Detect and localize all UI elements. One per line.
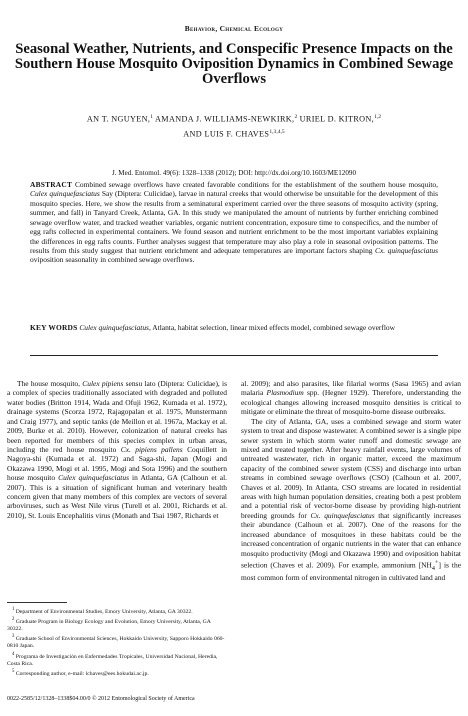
body-column-left: [7, 379, 227, 520]
species-name: Culex quinquefasciatus,: [79, 323, 151, 332]
body-text: sensu lato (Diptera: Culicidae), is a complex of species traditionally associated with degraded and polluted water bodies (Britton 1914, Wada and Ofuji 1962, Kumada et al. 1972), drainage systems (Scorza 1972, Rajagopalan et al. 1975, Munstermann and Craig 1977), and septic tanks (de Meillon et al. 1967a, Mackay et al. 2009, Burke et al. 2010). However, colonization of natural creeks has been reported for members of this species complex in urban areas, including the red house mosquito: [7, 379, 228, 454]
body-paragraph: [7, 379, 227, 520]
author-affiliation: 1,2: [374, 114, 382, 120]
author-affiliation: 1,3,4,5: [269, 129, 285, 136]
footnote-text: Graduate School of Environmental Sciences, Hokkaido University, Sapporo Hokkaido 060-0810 Japan.: [7, 636, 225, 650]
species-name: Culex quinquefasciatus: [58, 473, 129, 483]
footnote-rule: [7, 602, 67, 603]
footnote-number: 4: [12, 651, 15, 657]
author-affiliation: 1: [150, 114, 154, 120]
footnote: [7, 651, 227, 668]
chem-subscript: 4: [431, 564, 436, 572]
abstract-text: oviposition seasonality in combined sewage overflows.: [30, 255, 195, 265]
footnote-number: 3: [12, 634, 15, 640]
footnote-text: Department of Environmental Studies, Emory University, Atlanta, GA 30322.: [15, 608, 193, 615]
species-name: Plasmodium: [266, 388, 304, 398]
body-text: spp. (Hegner 1929). Therefore, understanding the ecological changes allowing increased mosquito densities is critical to mitigate or eliminate the threat of mosquito-borne disease outbreaks.: [241, 388, 462, 417]
abstract-label: ABSTRACT: [30, 180, 73, 189]
body-text: The house mosquito,: [17, 379, 80, 388]
body-column-right: [241, 379, 461, 583]
footnote: [7, 606, 227, 616]
footnote-text: Graduate Program in Biology Ecology and Evolution, Emory University, Atlanta, GA 30322.: [7, 618, 211, 633]
body-text: al. 2009); and also parasites, like filarial worms (Sasa 1965) and avian malaria: [241, 379, 461, 398]
author-name: AMANDA J. WILLIAMS-NEWKIRK,: [155, 114, 295, 124]
section-heading: Behavior, Chemical Ecology: [184, 24, 284, 33]
footnote: [7, 616, 227, 633]
abstract: [30, 180, 438, 265]
body-text: ] is the most common form of environmental nitrogen in cultivated land and: [241, 560, 461, 583]
species-name: Cx. quinquefasciatus: [375, 245, 439, 255]
article-title: Seasonal Weather, Nutrients, and Conspecific Presence Impacts on the Southern House Mosquito Oviposition Dynamics in Combined Sewage Overflows: [14, 41, 454, 88]
footnote-text: Corresponding author, e-mail: lchaves@ees.hokudai.ac.jp.: [15, 670, 149, 677]
footnote-number: 2: [12, 617, 15, 623]
body-paragraph: [241, 417, 461, 583]
body-text: Coquillett in Nagoya-shi (Kumada et al. 1972) and Saga-shi, Japan (Mogi and Okazawa 1990, Mogi et al. 1995, Mogi and Sota 1996) and the southern house mosquito: [7, 444, 228, 483]
footnote-text: Programa de Investigación en Enfermedades Tropicales, Universidad Nacional, Heredia, Costa Rica.: [7, 653, 218, 667]
footnote: [7, 668, 227, 678]
keywords: [30, 323, 438, 332]
footnote-number: 1: [12, 607, 15, 612]
body-paragraph: [241, 379, 461, 417]
author-conjunction: AND: [183, 130, 203, 140]
author-name: LUIS F. CHAVES: [204, 130, 270, 140]
species-name: Culex pipiens: [82, 379, 124, 388]
author-name: AN T. NGUYEN,: [86, 114, 151, 124]
abstract-text: Say (Diptera: Culicidae), larvae in natural creeks that would otherwise be unsuitable for the development of this mosquito species. Here, we show the results from a seminatural experiment carried over the three seasons of mosquito activity (spring, summer, and fall) in Tanyard Creek, Atlanta, GA. In this study we manipulated the amount of nutrients by further enriching combined sewage overflow water, and tracked weather variables, organic nutrient concentration, exposure time to conspecifics, and the number of egg rafts collected in experimental containers. We found season and nutrient enrichment to be the most important variables explaining the differences in egg rafts counts. Further analyses suggest that temperature may also play a role in seasonal oviposition patterns. The results from this study suggest that nutrient enrichment and adequate temperatures are important factors shaping: [30, 189, 438, 255]
body-text: that significantly increases their abundance (Calhoun et al. 2007). One of the reasons for the increased abundance of mosquitoes in these habitats could be the increased concentration of organic nutrients in the water that can enhance mosquito productivity (Mogi and Okazawa 1990) and oviposition habitat selection (Chaves et al. 2009). For example, ammonium [NH: [241, 510, 462, 570]
species-name: Cx. pipiens pallens: [120, 444, 183, 454]
body-text: The city of Atlanta, GA, uses a combined sewage and storm water system to treat and dispose wastewater. A combined sewer is a single pipe sewer system in which storm water runoff and domestic sewage are mixed and treated together. After heavy rainfall events, large volumes of untreated wastewater, rich in organic matter, exceed the maximum capacity of the combined sewer system (CSS) and discharge into urban streams in combined sewage overflows (CSO) (Calhoun et al. 2007, Chaves et al. 2009). In Atlanta, CSO streams are located in residential areas with high human population densities, creating both a pest problem and a potential risk of vector-borne disease by providing high-nutrient breeding grounds for: [241, 416, 461, 520]
keywords-label: KEY WORDS: [30, 323, 78, 332]
author-affiliation: 2: [294, 114, 298, 120]
keywords-text: Atlanta, habitat selection, linear mixed effects model, combined sewage overflow: [152, 323, 396, 332]
journal-citation: J. Med. Entomol. 49(6): 1328–1338 (2012); DOI: http://dx.doi.org/10.1603/ME12090: [111, 169, 356, 177]
footnote-number: 5: [12, 668, 15, 674]
body-text: in Atlanta, GA (Calhoun et al. 2007). This is a situation of significant human and veterinary health concern given that many members of this complex are vectors of several arboviruses, such as West Nile virus (Turell et al. 2001, Richards et al. 2010), St. Louis Encephalitis virus (Monath and Tsai 1987, Richards et: [7, 473, 228, 520]
footnote: [7, 633, 227, 650]
page-footer: 0022-2585/12/1328–1338$04.00/0 © 2012 Entomological Society of America: [7, 696, 195, 702]
author-name: URIEL D. KITRON,: [299, 114, 375, 124]
species-name: Culex quinquefasciatus: [30, 189, 100, 199]
species-name: Cx. quinquefasciatus: [310, 510, 375, 520]
chem-superscript: +: [435, 559, 439, 567]
abstract-text: Combined sewage overflows have created favorable conditions for the establishment of the southern house mosquito,: [74, 180, 439, 189]
section-divider: [30, 355, 438, 356]
author-list: [40, 111, 428, 142]
footnotes: [7, 606, 227, 678]
